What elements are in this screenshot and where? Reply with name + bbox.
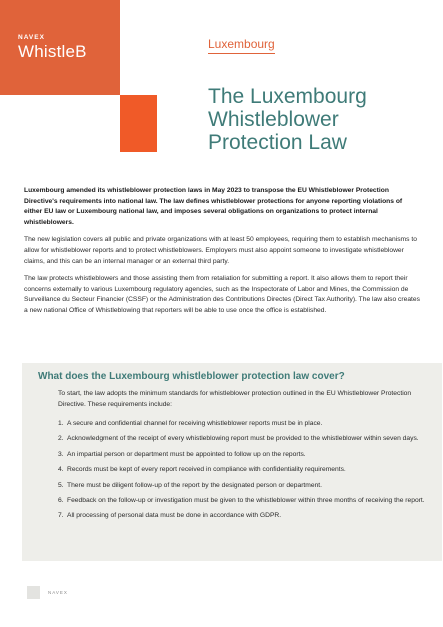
list-item: 1. A secure and confidential channel for receiving whistleblower reports must be in place.: [58, 420, 323, 427]
coverage-box: [22, 363, 442, 561]
page-title: The Luxembourg Whistleblower Protection Law: [208, 85, 367, 154]
list-item: 6. Feedback on the follow-up or investigation must be given to the whistleblower within three months of receiving the report.: [58, 496, 425, 504]
footer-brand: NAVEX: [48, 590, 68, 595]
intro-section: [24, 186, 422, 324]
accent-square: [120, 95, 157, 152]
logo-navex: NAVEX: [18, 34, 45, 41]
logo-block: [0, 0, 120, 95]
list-item: 4. Records must be kept of every report received in compliance with confidentiality requirements.: [58, 466, 346, 474]
list-item: 2. Acknowledgment of the receipt of every whistleblowing report must be provided to the whistleblower within seven days.: [58, 435, 419, 443]
intro-paragraph-1: The new legislation covers all public and private organizations with at least 50 employees, requiring them to establish mechanisms to allow for whistleblower reports and to protect whistleblowers. Employers must also appoint someone to investigate whistleblower claims, and this can be an internal manager or an external third party.: [24, 236, 417, 265]
coverage-intro: To start, the law adopts the minimum standards for whistleblower protection outlined in the EU Whistleblower Protection Directive. These requirements include:: [58, 390, 412, 408]
coverage-title: What does the Luxembourg whistleblower protection law cover?: [38, 371, 345, 382]
list-item: 5. There must be diligent follow-up of the report by the designated person or department.: [58, 481, 323, 489]
intro-paragraph-2: The law protects whistleblowers and those assisting them from retaliation for submitting a report. It also allows them to report their concerns externally to various Luxembourg regulatory agencies, such as the Inspectorate of Labor and Mines, the Commission de Surveillance du Secteur Financier (CSSF) or the Administration des Contributions Directes (Direct Tax Authority). The law also creates a new national Office of Whistleblowing that reporters will be able to use once the office is established.: [24, 275, 420, 314]
country-label: Luxembourg: [208, 37, 275, 54]
intro-lead: Luxembourg amended its whistleblower protection laws in May 2023 to transpose the EU Whistleblower Protection Directive's requirements into national law. The law defines whistleblower protections for anyone reporting violations of either EU law or Luxembourg national law, and imposes several obligations on organizations to protect internal whistleblowers.: [24, 187, 403, 226]
logo-whistleb: WhistleB: [18, 42, 87, 61]
list-item: 3. An impartial person or department must be appointed to follow up on the reports.: [58, 450, 306, 458]
footer-square: [27, 586, 40, 599]
requirements-list: [58, 419, 430, 527]
list-item: 7. All processing of personal data must be done in accordance with GDPR.: [58, 512, 282, 520]
